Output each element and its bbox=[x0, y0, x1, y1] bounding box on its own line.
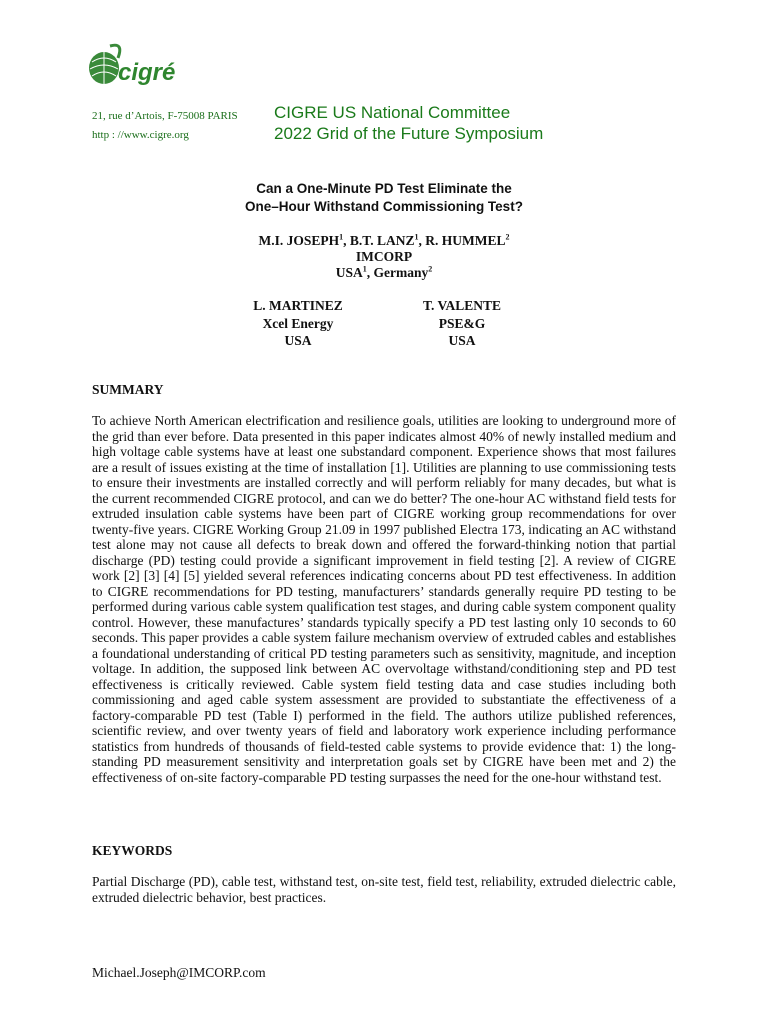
author-affiliation-mark: 1 bbox=[414, 232, 419, 242]
cigre-logo bbox=[84, 40, 184, 96]
summary-heading: SUMMARY bbox=[92, 382, 164, 397]
author-name: M.I. JOSEPH bbox=[258, 233, 340, 248]
paper-title-line-1: Can a One-Minute PD Test Eliminate the bbox=[256, 181, 512, 196]
primary-affiliation: IMCORP bbox=[355, 249, 413, 264]
country-mark: 2 bbox=[428, 264, 433, 274]
summary-text: To achieve North American electrification and resilience goals, utilities are looking to underground more of the grid than ever before. Data presented in this paper indicates almost 40% of newly installed medium and high voltage cable systems have at least one substandard component. Experience shows that most failures are a result of issues existing at the time of installation [1]. Utilities are planning to use commissioning tests to ensure their investments are installed correctly and will perform reliably for many decades, but what is the current recommended CIGRE protocol, and can we do better? The one-hour AC withstand field tests for extruded insulation cable systems have been part of CIGRE working group recommendations for over twenty-five years. CIGRE Working Group 21.09 in 1997 published Electra 173, indicating an AC withstand test alone may not cause all defects to break down and offered the forward-thinking notion that partial discharge (PD) testing could provide a significant improvement in field testing [2]. A review of CIGRE work [2] [3] [4] [5] yielded several references indicating concerns about PD test effectiveness. In addition to CIGRE recommendations for PD testing, manufacturers’ standards generally require PD testing to be performed during various cable system qualification test stages, and during cable system component quality control. However, these manufactures’ standards typically specify a PD test lasting only 10 seconds to 60 seconds. This paper provides a cable system failure mechanism overview of extruded cables and establishes a foundational understanding of critical PD testing parameters such as sensitivity, magnitude, and inception voltage. In addition, the supposed link between AC overvoltage withstand/conditioning step and PD test effectiveness is critically reviewed. Cable system field testing data and case studies including both commissioning and aged cable system assessment are provided to substantiate the effectiveness of a factory-comparable PD test (Table I) performed in the field. The authors utilize published references, scientific review, and over twenty years of field and laboratory work experience including performance statistics from hundreds of thousands of field-tested cable systems to provide evidence that: 1) the long-standing PD measurement sensitivity and interpretation goals set by CIGRE have been met and 2) the effectiveness of on-site factory-comparable PD testing surpasses the need for the one-hour withstand test. bbox=[92, 413, 676, 785]
committee-name: CIGRE US National Committee bbox=[274, 103, 511, 122]
secondary-author-country: USA bbox=[448, 333, 476, 348]
primary-authors: M.I. JOSEPH$^1$, B.T. LANZ$^1$, R. HUMMEL$^2$ bbox=[258, 232, 510, 248]
secondary-author-org: PSE&G bbox=[438, 316, 486, 331]
author-email[interactable]: Michael.Joseph@IMCORP.com bbox=[92, 965, 266, 980]
primary-countries: USA$^1$, Germany$^2$ bbox=[335, 264, 433, 280]
author-affiliation-mark: 1 bbox=[339, 232, 344, 242]
country-name: USA bbox=[335, 265, 363, 280]
author-name: B.T. LANZ bbox=[349, 233, 415, 248]
address-line: 21, rue d’Artois, F-75008 PARIS bbox=[92, 110, 238, 122]
secondary-author-name: L. MARTINEZ bbox=[253, 298, 343, 313]
secondary-author-org: Xcel Energy bbox=[262, 316, 334, 331]
country-mark: 1 bbox=[362, 264, 367, 274]
paper-title-line-2: One–Hour Withstand Commissioning Test? bbox=[245, 199, 523, 214]
logo-text: cigré bbox=[118, 59, 176, 86]
website-link[interactable]: http : //www.cigre.org bbox=[92, 129, 189, 141]
author-name: R. HUMMEL bbox=[425, 233, 506, 248]
author-affiliation-mark: 2 bbox=[505, 232, 510, 242]
secondary-author-name: T. VALENTE bbox=[422, 298, 502, 313]
symposium-name: 2022 Grid of the Future Symposium bbox=[274, 124, 544, 143]
country-name: Germany bbox=[373, 265, 429, 280]
keywords-heading: KEYWORDS bbox=[92, 843, 173, 858]
keywords-text: Partial Discharge (PD), cable test, withstand test, on-site test, field test, reliability, extruded dielectric cable, extruded dielectric behavior, best practices. bbox=[92, 874, 676, 905]
secondary-author-country: USA bbox=[284, 333, 312, 348]
